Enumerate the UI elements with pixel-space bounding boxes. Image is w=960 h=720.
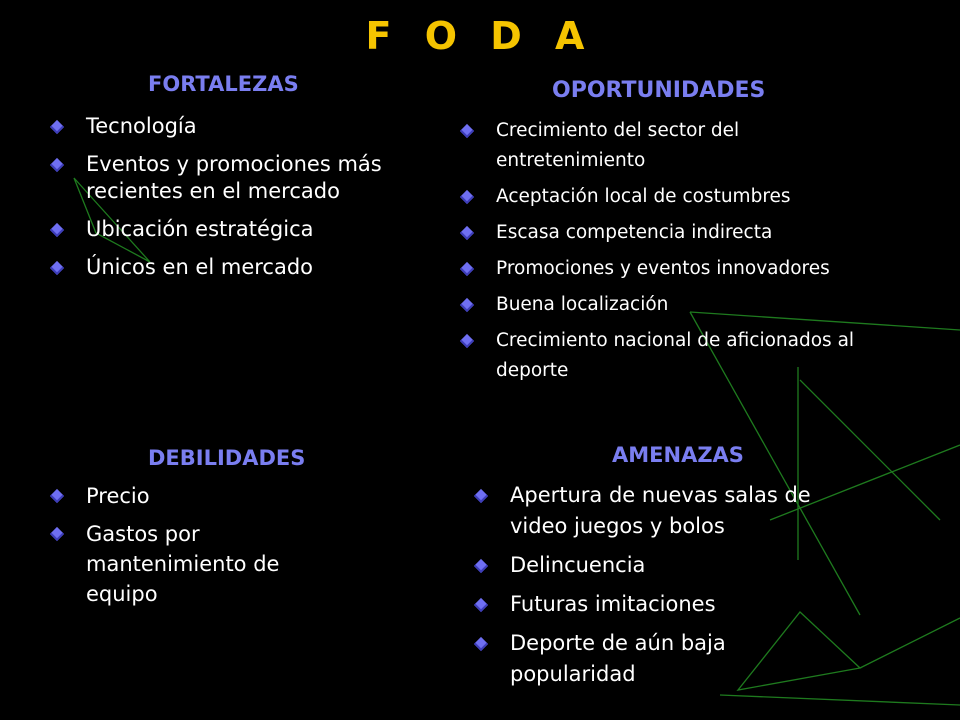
list-item: Buena localización <box>458 290 858 320</box>
list-item: Eventos y promociones más recientes en el mercado <box>48 151 438 205</box>
list-item: Ubicación estratégica <box>48 216 438 243</box>
list-item: Únicos en el mercado <box>48 254 438 281</box>
amenazas-heading: AMENAZAS <box>612 443 744 467</box>
list-item: Escasa competencia indirecta <box>458 218 858 248</box>
debilidades-heading: DEBILIDADES <box>148 446 306 470</box>
list-item: Deporte de aún baja popularidad <box>472 628 832 690</box>
fortalezas-heading: FORTALEZAS <box>148 72 299 96</box>
list-item: Crecimiento nacional de aficionados al deporte <box>458 326 858 386</box>
list-item: Gastos por mantenimiento de equipo <box>48 519 328 609</box>
list-item: Apertura de nuevas salas de video juegos y bolos <box>472 480 832 542</box>
list-item: Tecnología <box>48 113 438 140</box>
page-title: F O D A <box>365 14 595 58</box>
list-item: Precio <box>48 481 328 511</box>
list-item: Delincuencia <box>472 550 832 581</box>
debilidades-list <box>48 481 328 617</box>
oportunidades-list <box>458 116 858 392</box>
list-item: Promociones y eventos innovadores <box>458 254 858 284</box>
list-item: Aceptación local de costumbres <box>458 182 858 212</box>
deco-line-6 <box>860 618 960 668</box>
oportunidades-heading: OPORTUNIDADES <box>552 78 766 103</box>
list-item: Crecimiento del sector del entretenimiento <box>458 116 858 176</box>
list-item: Futuras imitaciones <box>472 589 832 620</box>
amenazas-list <box>472 480 832 698</box>
fortalezas-list <box>48 113 438 292</box>
